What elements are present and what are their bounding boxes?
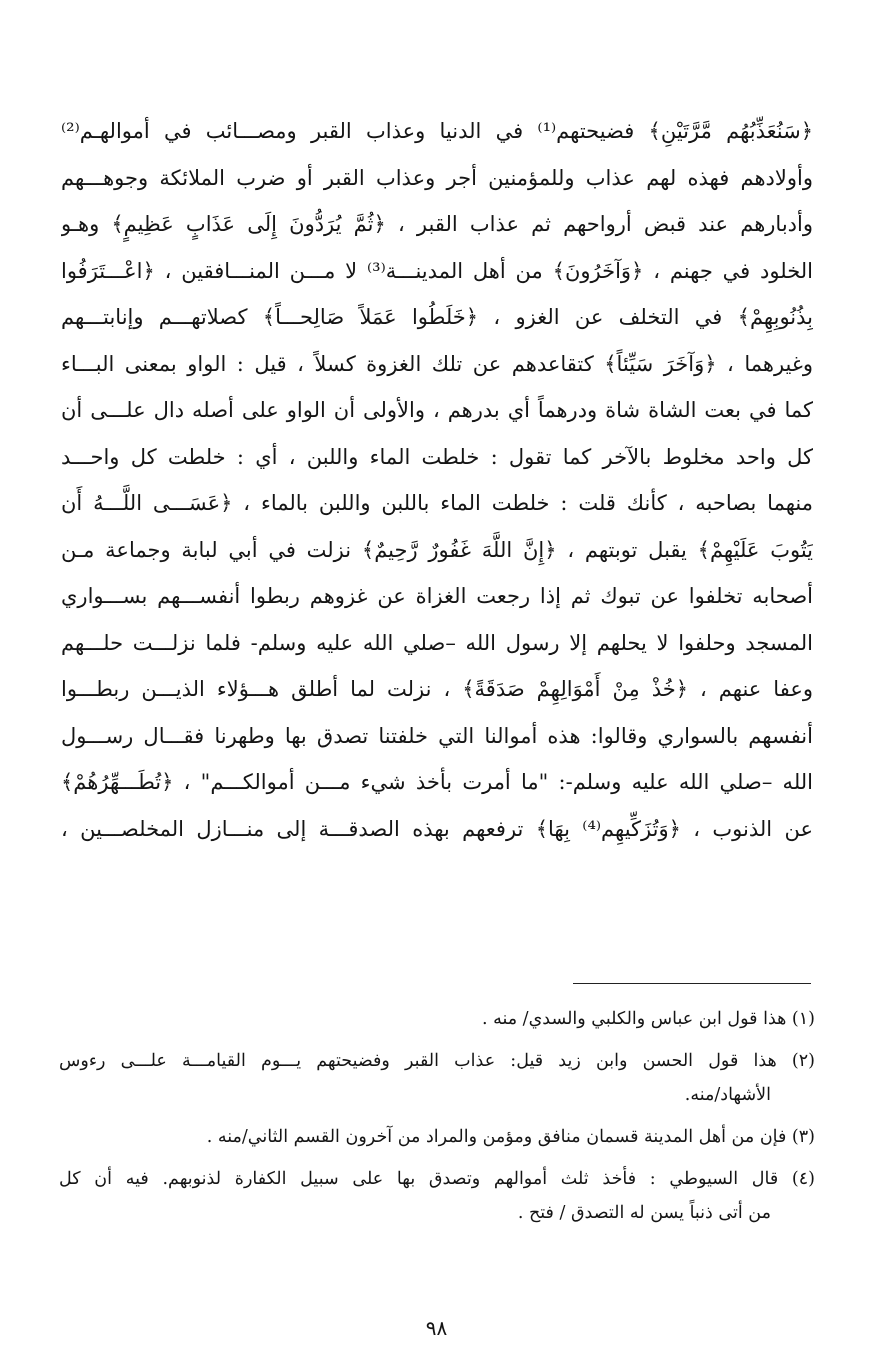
body-line: منهما بصاحبه ، كأنك قلت : خلطت الماء باللبن واللبن بالماء ، ﴿عَسَـــى اللَّـــهُ أَن: [61, 491, 813, 515]
footnote-separator: [573, 983, 811, 984]
body-line: وأولادهم فهذه لهم عذاب وللمؤمنين أجر وعذاب القبر أو ضرب الملائكة وجوهـــهم: [61, 165, 813, 190]
footnote-2: (٢) هذا قول الحسن وابن زيد قيل: عذاب القبر وفضيحتهم يـــوم القيامـــة علـــى رءوس: [59, 1051, 815, 1071]
body-line: أصحابه تخلفوا عن تبوك ثم إذا رجعت الغزاة عن غزوهم ربطوا أنفســـهم بســـواري: [61, 584, 813, 608]
body-line: كما في بعت الشاة شاة ودرهماً أي بدرهم ، والأولى أن الواو على أصله دال علـــى أن: [61, 398, 813, 422]
body-line: وعفا عنهم ، ﴿خُذْ مِنْ أَمْوَالِهِمْ صَدَقَةً﴾ ، نزلت لما أطلق هـــؤلاء الذيـــن ربطـــوا: [61, 677, 813, 701]
body-line: عن الذنوب ، ﴿وَتُزَكِّيهِم⁽⁴⁾ بِهَا﴾ ترفعهم بهذه الصدقـــة إلى منـــازل المخلصـــين ،: [61, 816, 813, 841]
body-line: بِذُنُوبِهِمْ﴾ في التخلف عن الغزو ، ﴿خَلَطُوا عَمَلاً صَالِحـــاً﴾ كصلاتهـــم وإنابتـــهم: [61, 305, 813, 329]
body-line: الله –صلي الله عليه وسلم-: "ما أمرت بأخذ شيء مـــن أموالكـــم" ، ﴿تُطَـــهِّرُهُمْ﴾: [61, 770, 813, 794]
footnote-3: (٣) فإن من أهل المدينة قسمان منافق ومؤمن والمراد من آخرون القسم الثاني/منه .: [206, 1127, 815, 1147]
footnote-4: (٤) قال السيوطي : فأخذ ثلث أموالهم وتصدق بها على سبيل الكفارة لذنوبهم. فيه أن كل: [59, 1169, 815, 1189]
body-line: يَتُوبَ عَلَيْهِمْ﴾ يقبل توبتهم ، ﴿إِنَّ اللَّهَ غَفُورٌ رَّحِيمٌ﴾ نزلت في أبي لبابة وجماعة مـن: [61, 537, 813, 562]
footnote-2-continuation: الأشهاد/منه.: [684, 1085, 771, 1105]
body-line: وأدبارهم عند قبض أرواحهم ثم عذاب القبر ، ﴿ثُمَّ يُرَدُّونَ إِلَى عَذَابٍ عَظِيمٍ﴾ وهـو: [61, 212, 813, 236]
page-number: ٩٨: [425, 1316, 448, 1340]
body-line: كل واحد مخلوط بالآخر كما تقول : خلطت الماء واللبن ، أي : خلطت كل واحـــد: [61, 444, 813, 469]
body-line: المسجد وحلفوا لا يحلهم إلا رسول الله –صلي الله عليه وسلم- فلما نزلـــت حلـــهم: [61, 630, 813, 655]
body-line: أنفسهم بالسواري وقالوا: هذه أموالنا التي خلفتنا تصدق بها وطهرنا فقـــال رســـول: [61, 723, 813, 748]
body-line: ﴿سَنُعَذِّبُهُم مَّرَّتَيْنِ﴾ فضيحتهم⁽¹⁾ في الدنيا وعذاب القبر ومصـــائب في أموالهـم⁽²⁾: [61, 119, 813, 143]
footnotes-block: [59, 1002, 815, 1230]
footnote-4-continuation: من أتى ذنباً يسن له التصدق / فتح .: [517, 1203, 771, 1223]
body-line: الخلود في جهنم ، ﴿وَآخَرُونَ﴾ من أهل المدينـــة⁽³⁾ لا مـــن المنـــافقين ، ﴿اعْـــتَرَفُوا: [61, 258, 813, 283]
body-line: وغيرهما ، ﴿وَآخَرَ سَيِّئاً﴾ كتقاعدهم عن تلك الغزوة كسلاً ، قيل : الواو بمعنى البـــاء: [61, 351, 813, 376]
main-text-block: [61, 108, 813, 852]
footnote-1: (١) هذا قول ابن عباس والكلبي والسدي/ منه .: [481, 1009, 815, 1029]
